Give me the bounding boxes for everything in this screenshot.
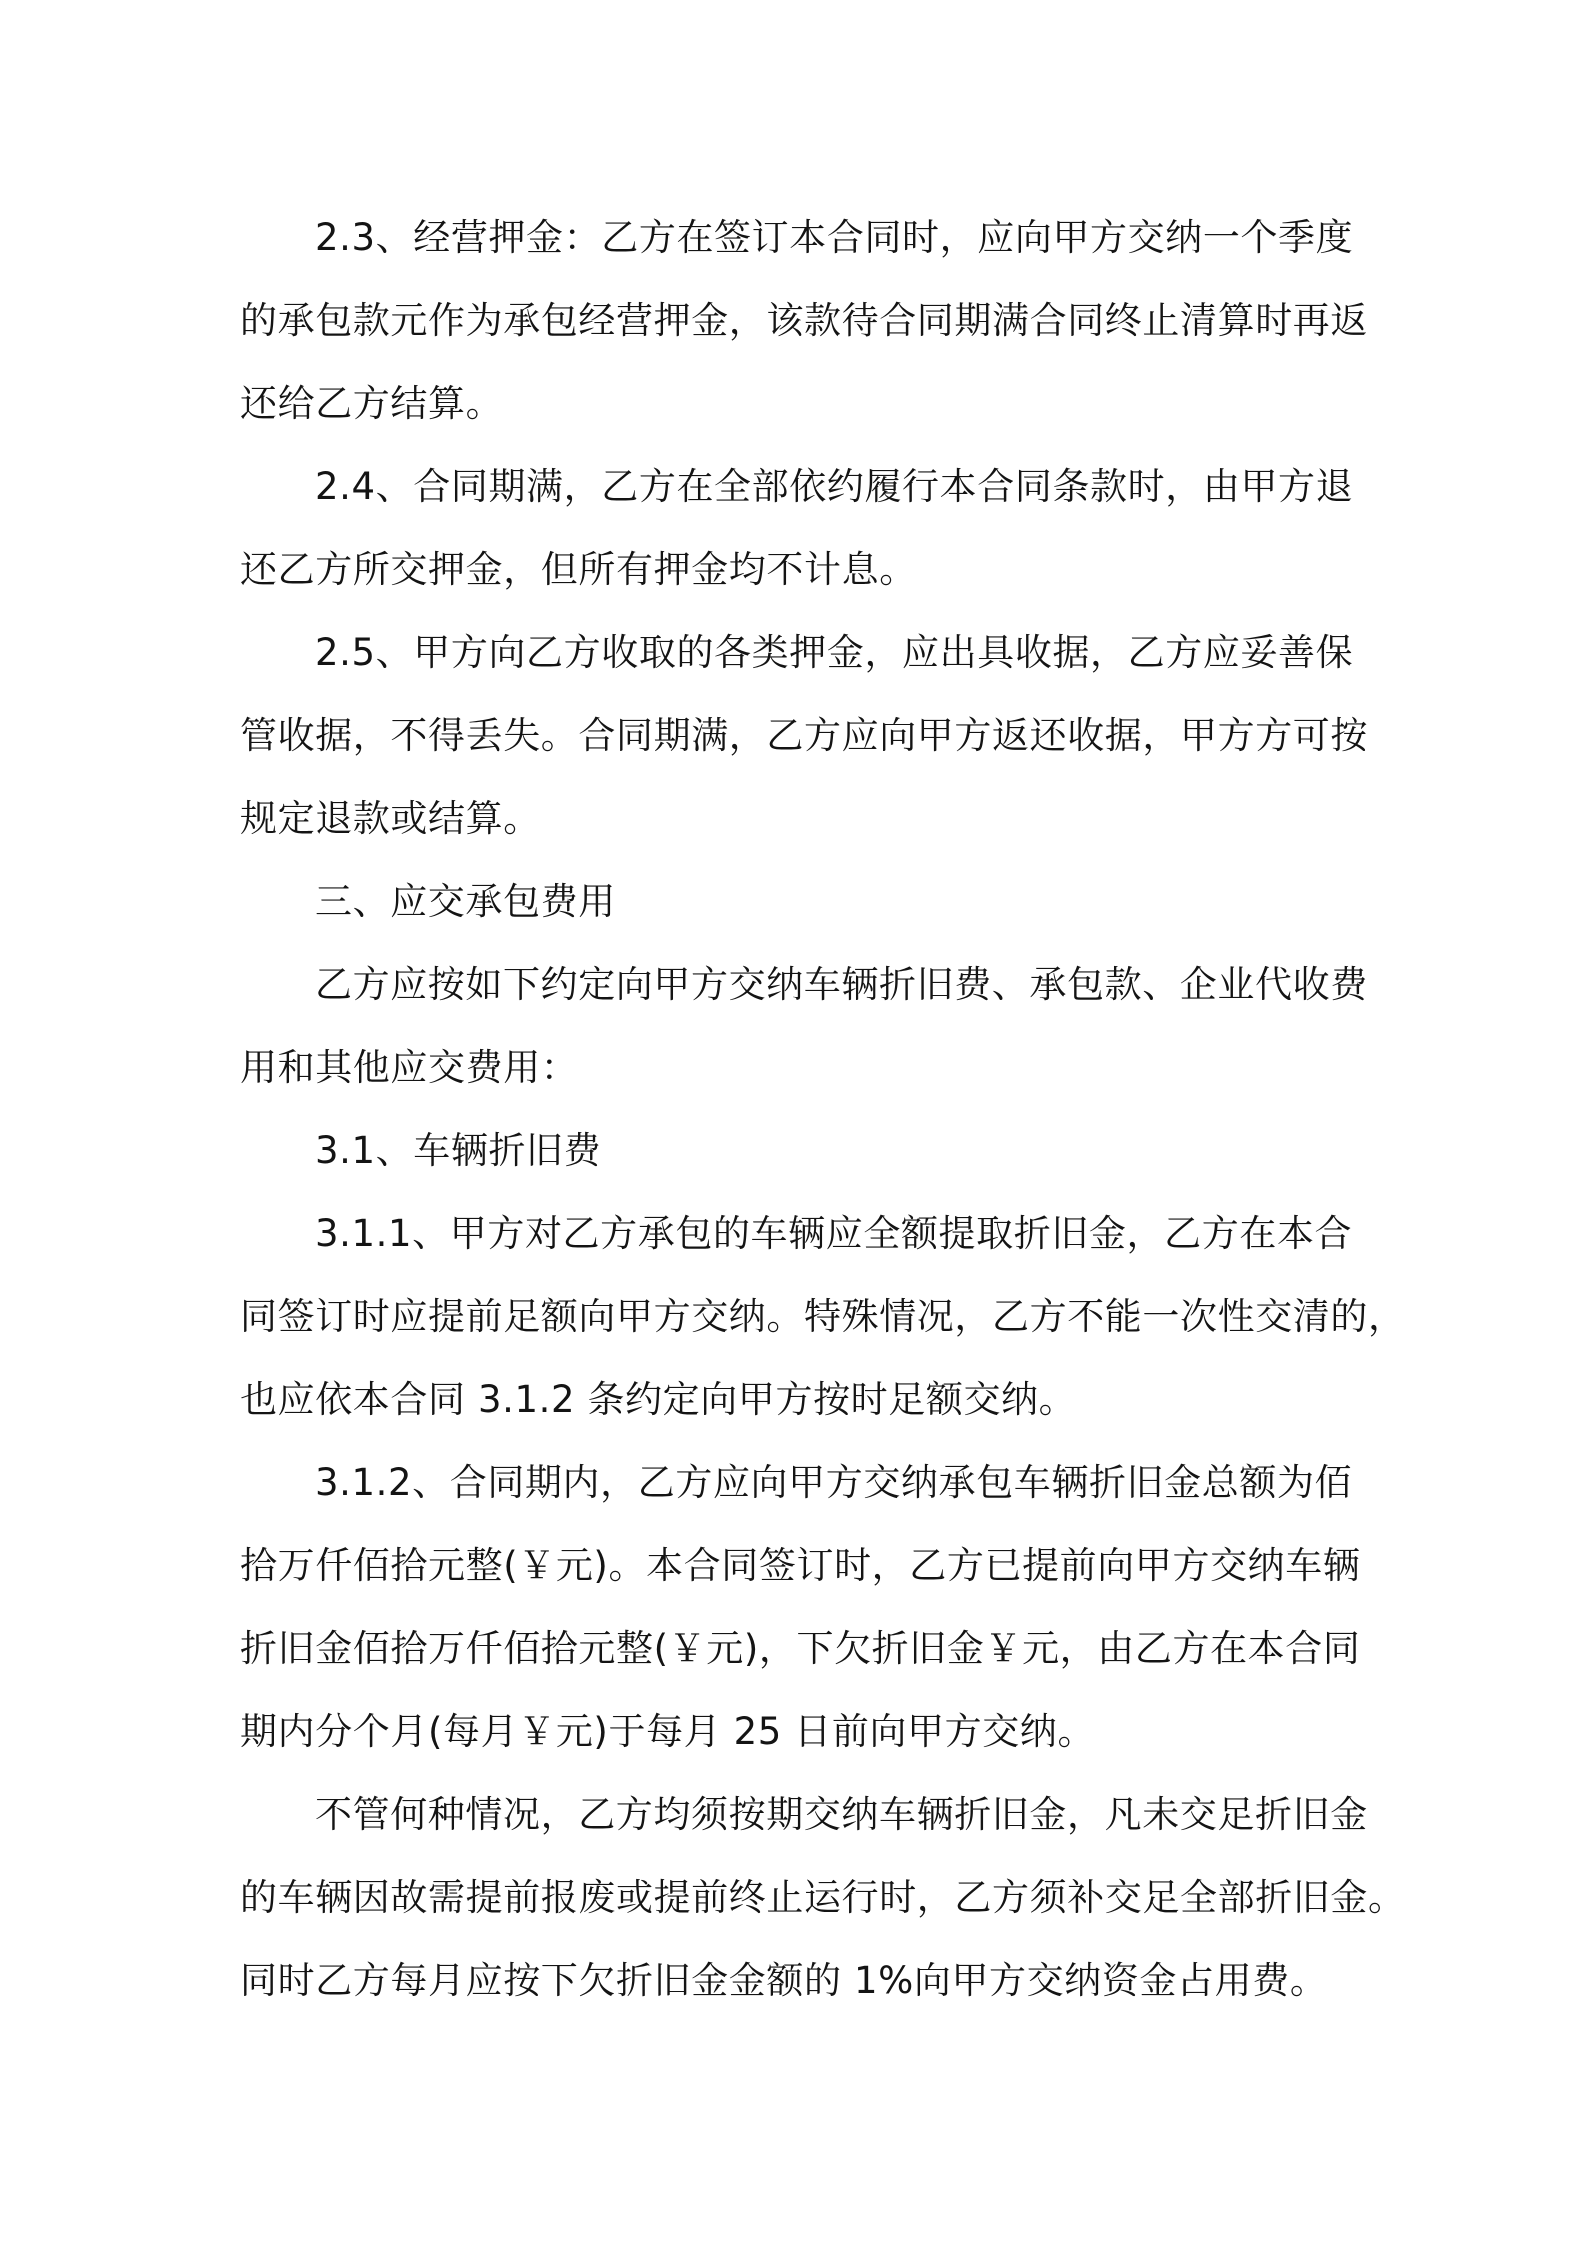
text-line: 的承包款元作为承包经营押金，该款待合同期满合同终止清算时再返 [240,299,1368,342]
text-line: 折旧金佰拾万仟佰拾元整(￥元)，下欠折旧金￥元，由乙方在本合同 [240,1627,1361,1670]
section-heading-3 [240,860,1355,943]
text-line: 管收据，不得丢失。合同期满，乙方应向甲方返还收据，甲方方可按 [240,714,1368,757]
text-line: 期内分个月(每月￥元)于每月 25 日前向甲方交纳。 [240,1710,1096,1753]
document-body [240,196,1406,2022]
text-line: 2.5、甲方向乙方收取的各类押金，应出具收据，乙方应妥善保 [315,631,1354,674]
section-3-intro [240,943,1368,1109]
text-line: 还给乙方结算。 [240,382,504,425]
text-line: 规定退款或结算。 [240,797,541,840]
text-line: 2.3、经营押金：乙方在签订本合同时，应向甲方交纳一个季度 [315,216,1354,259]
text-line: 2.4、合同期满，乙方在全部依约履行本合同条款时，由甲方退 [315,465,1354,508]
text-line: 也应依本合同 3.1.2 条约定向甲方按时足额交纳。 [240,1378,1077,1421]
clause-3-1-2 [240,1441,1361,1773]
section-title: 三、应交承包费用 [315,880,616,923]
text-line: 3.1.2、合同期内，乙方应向甲方交纳承包车辆折旧金总额为佰 [315,1461,1353,1504]
clause-2-3 [240,196,1368,445]
clause-2-5 [240,611,1368,860]
clause-3-1-1 [240,1192,1406,1441]
text-line: 同签订时应提前足额向甲方交纳。特殊情况，乙方不能一次性交清的， [240,1295,1406,1338]
text-line: 用和其他应交费用： [240,1046,579,1089]
clause-title: 3.1、车辆折旧费 [315,1129,602,1172]
text-line: 的车辆因故需提前报废或提前终止运行时，乙方须补交足全部折旧金。 [240,1876,1406,1919]
clause-3-1-heading [240,1109,1355,1192]
text-line: 还乙方所交押金，但所有押金均不计息。 [240,548,917,591]
text-line: 不管何种情况，乙方均须按期交纳车辆折旧金，凡未交足折旧金 [315,1793,1368,1836]
text-line: 同时乙方每月应按下欠折旧金金额的 1%向甲方交纳资金占用费。 [240,1959,1328,2002]
clause-2-4 [240,445,1355,611]
text-line: 拾万仟佰拾元整(￥元)。本合同签订时，乙方已提前向甲方交纳车辆 [240,1544,1361,1587]
text-line: 3.1.1、甲方对乙方承包的车辆应全额提取折旧金，乙方在本合 [315,1212,1353,1255]
text-line: 乙方应按如下约定向甲方交纳车辆折旧费、承包款、企业代收费 [315,963,1368,1006]
depreciation-note [240,1773,1406,2022]
